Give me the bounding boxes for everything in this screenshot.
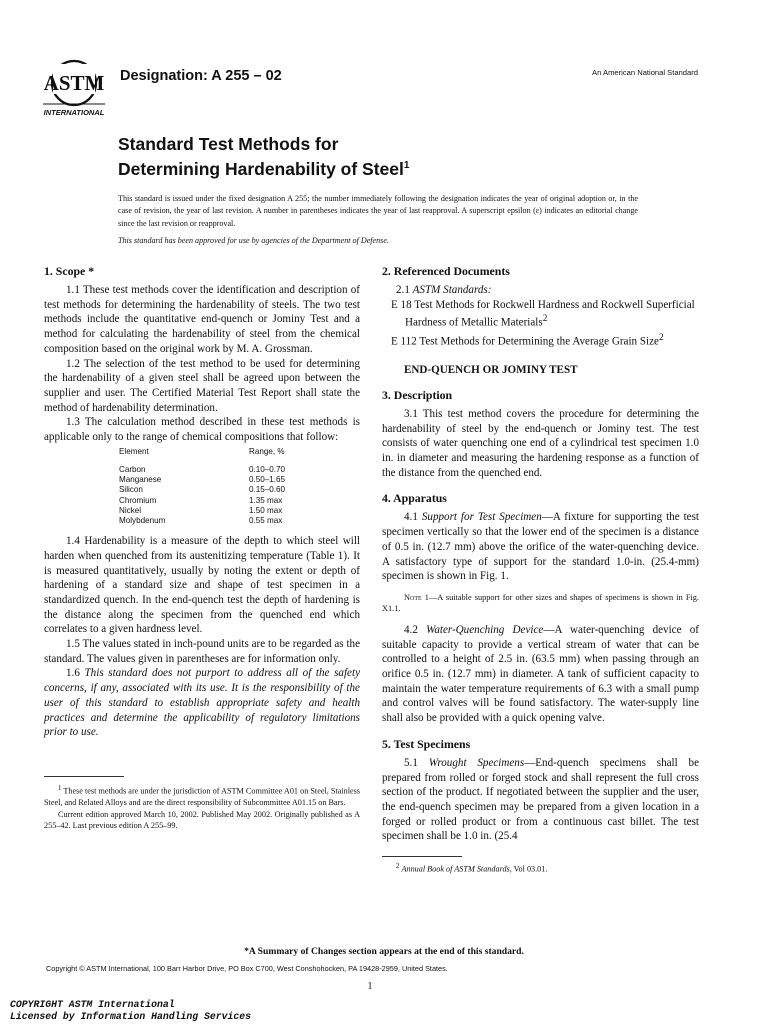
footnote-1-text: These test methods are under the jurisdiction of ASTM Committee A01 on Steel, Stainless Steel, and Related Alloys and are the direct responsibility of Subcommittee A01.15 on Bars. — [44, 786, 360, 808]
table-row — [119, 496, 285, 506]
table-cell: 0.55 max — [249, 515, 283, 525]
astm-logo — [35, 58, 113, 120]
table-row — [119, 465, 285, 475]
footnote-2-text: Annual Book of ASTM Standards — [401, 864, 510, 874]
table-cell: Manganese — [119, 475, 162, 485]
note-1: Note 1—A suitable support for other sizes and shapes of specimens is shown in Fig. X1.1. — [382, 592, 700, 614]
footnote-2: $^2$ Annual Book of ASTM Standards, Vol 03.01. — [396, 863, 548, 874]
ref-2-1: 2.1 ASTM Standards: — [396, 284, 492, 296]
svg-text:INTERNATIONAL: INTERNATIONAL — [43, 108, 105, 117]
table-header-row — [119, 447, 285, 457]
section-5-heading: 5. Test Specimens — [382, 736, 471, 751]
section-2-heading: 2. Referenced Documents — [382, 264, 510, 278]
issuance-note: This standard is issued under the fixed designation A 255; the number immediately following the designation indicates the year of original adoption or, in the case of revision, the year of last revision. A number in parentheses indicates the year of last reapproval. A superscript epsilon (ε) indicates an editorial change since the last revision or reapproval. — [118, 194, 638, 228]
footnote-2-mark: 2 — [396, 863, 400, 871]
para-1-2: 1.2 The selection of the test method to be used for determining the hardenability of a given steel shall be agreed upon between the supplier and user. The Certified Material Test Report shall state the method of hardenability determination. — [44, 357, 360, 414]
para-1-1: 1.1 These test methods cover the identification and description of test methods for determining the hardenability of steels. The two test methods include the quantitative end-quench or Jominy Test and a method for calculating the hardenability of steel from the chemical composition based on the original work by M. A. Grossman. — [44, 284, 360, 355]
ref-e18: E 18 Test Methods for Rockwell Hardness and Rockwell Superficial Hardness of Metallic Materials$^2$ — [391, 298, 695, 330]
national-standard-label: An American National Standard — [592, 68, 698, 77]
para-4-2: 4.2 Water-Quenching Device—A water-quenching device of suitable capacity to provide a vertical stream of water that can be controlled to a height of 2.5 in. (63.5 mm) when passing through an orifice 0.5 in. (12.7 mm) in diameter. A tank of sufficient capacity to maintain the water temperature requirements of 6.3 with a small pump and control valves will be found satisfactory. The water-supply line shall also be provided with a quick opening valve. — [382, 623, 699, 725]
table-cell: 0.50–1.65 — [249, 475, 286, 485]
table-header-cell: Range, % — [249, 446, 285, 456]
right-column — [382, 264, 699, 875]
para-1-6: 1.6 This standard does not purport to address all of the safety concerns, if any, associated with its use. It is the responsibility of the user of this standard to establish appropriate safety and health practices and determine the applicability of regulatory limitations prior to use. — [44, 667, 360, 739]
table-cell: Silicon — [119, 485, 143, 495]
summary-of-changes-note: *A Summary of Changes section appears at the end of this standard. — [244, 946, 524, 957]
table-row — [119, 506, 285, 516]
table-cell: 0.15–0.60 — [249, 485, 286, 495]
license-stamp-line-2: Licensed by Information Handling Services — [10, 1011, 252, 1022]
title-line-1: Standard Test Methods for — [118, 134, 339, 154]
page-number: 1 — [367, 981, 373, 992]
section-center-heading: END-QUENCH OR JOMINY TEST — [404, 364, 578, 377]
section-4-heading: 4. Apparatus — [382, 491, 447, 506]
composition-table — [119, 447, 285, 526]
left-column — [44, 264, 360, 831]
designation: Designation: A 255 – 02 — [120, 68, 282, 84]
footnote-1-edition: Current edition approved March 10, 2002. Published May 2002. Originally published as A 255–42. Last previous edition A 255–99. — [44, 809, 360, 830]
title-line-2: Determining Hardenability of Steel$^1$ — [118, 158, 410, 179]
table-cell: Nickel — [119, 505, 142, 515]
footnote-rule — [44, 776, 124, 777]
section-1-heading: 1. Scope * — [44, 264, 95, 278]
section-3-heading: 3. Description — [382, 387, 453, 402]
table-header-cell: Element — [119, 446, 149, 456]
table-cell: Molybdenum — [119, 515, 166, 525]
table-cell: Carbon — [119, 464, 146, 474]
para-1-3: 1.3 The calculation method described in these test methods is applicable only to the range of chemical compositions that follow: — [44, 416, 360, 444]
dod-approval-note: This standard has been approved for use by agencies of the Department of Defense. — [118, 236, 389, 245]
svg-text:ASTM: ASTM — [43, 71, 105, 95]
para-1-5: 1.5 The values stated in inch-pound units are to be regarded as the standard. The values given in parentheses are for information only. — [44, 638, 360, 665]
copyright-line: Copyright © ASTM International, 100 Barr Harbor Drive, PO Box C700, West Conshohocken, PA 19428-2959, United States. — [46, 964, 448, 973]
astm-logo-icon — [35, 58, 113, 120]
title-footnote-mark: 1 — [403, 160, 410, 171]
para-1-4: 1.4 Hardenability is a measure of the depth to which steel will harden when quenched from its austenitizing temperature (Table 1). It is measured quantitatively, usually by noting the extent or depth of hardening of a standard size and shape of test specimen in a standardized quench. In the end-quench test the depth of hardening is the distance along the specimen from the quenched end which correlates to a given hardness level. — [44, 535, 360, 636]
footnote-1 — [44, 783, 360, 831]
para-4-1: 4.1 Support for Test Specimen—A fixture for supporting the test specimen vertically so that the lower end of the specimen is a distance of 0.5 in. (12.7 mm) above the orifice of the water-quenching device. A satisfactory type of support for the standard 1.0-in. (25.4-mm) specimen is shown in Fig. 1. — [382, 511, 699, 583]
table-cell: 0.10–0.70 — [249, 464, 286, 474]
footnote-1-mark: 1 — [58, 785, 62, 792]
footnote-rule — [382, 856, 462, 857]
table-row — [119, 516, 285, 526]
table-cell: 1.50 max — [249, 505, 283, 515]
table-cell: 1.35 max — [249, 495, 283, 505]
table-cell: Chromium — [119, 495, 157, 505]
ref-e112: E 112 Test Methods for Determining the Average Grain Size$^2$ — [391, 332, 664, 348]
para-3-1: 3.1 This test method covers the procedure for determining the hardenability of steel by the end-quench or Jominy test. The test consists of water quenching one end of a cylindrical test specimen 1.0 in. in diameter and measuring the hardening response as a function of the distance from the quenched end. — [382, 407, 699, 479]
license-stamp-line-1: COPYRIGHT ASTM International — [10, 999, 175, 1010]
document-title — [118, 134, 598, 180]
table-row — [119, 475, 285, 485]
para-5-1: 5.1 Wrought Specimens—End-quench specimens shall be prepared from rolled or forged stock and shall represent the full cross section of the product. If negotiated between the supplier and the user, the end-quench specimen may be prepared from a given location in a forged or rolled product or from a continuous cast billet. The test specimen shall be 1.0 in. (25.4 — [382, 756, 700, 843]
table-row — [119, 485, 285, 495]
